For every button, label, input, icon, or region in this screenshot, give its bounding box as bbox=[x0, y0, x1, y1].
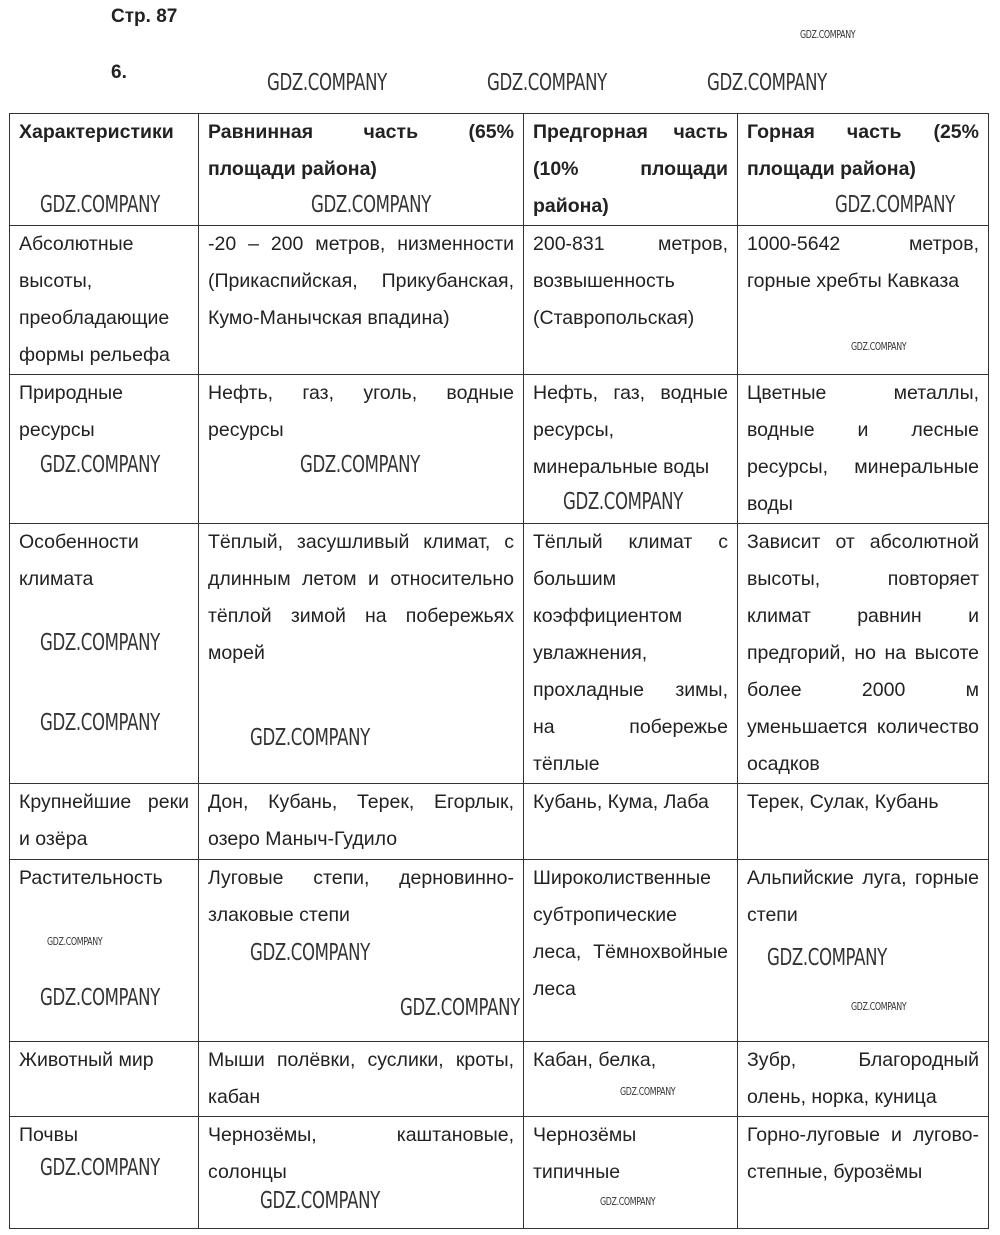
table-cell: Тёплый, засушливый климат, с длинным летом и относительно тёплой зимой на побережьях морей bbox=[199, 524, 524, 784]
table-row bbox=[10, 860, 989, 1042]
row-label: Почвы bbox=[10, 1117, 199, 1229]
table-cell: Широколиственные субтропические леса, Тёмнохвойные леса bbox=[524, 860, 738, 1042]
table-cell: Зубр, Благородный олень, норка, куница bbox=[738, 1042, 989, 1117]
watermark: GDZ.COMPANY bbox=[767, 945, 887, 971]
watermark: GDZ.COMPANY bbox=[40, 710, 160, 736]
row-label: Природные ресурсы bbox=[10, 375, 199, 524]
table-cell: Чернозёмы, каштановые, солонцы bbox=[199, 1117, 524, 1229]
table-cell: Кабан, белка, bbox=[524, 1042, 738, 1117]
watermark: GDZ.COMPANY bbox=[40, 985, 160, 1011]
table-cell: Тёплый климат с большим коэффициентом увлажнения, прохладные зимы, на побережье тёплые bbox=[524, 524, 738, 784]
watermark: GDZ.COMPANY bbox=[563, 489, 683, 515]
watermark: GDZ.COMPANY bbox=[267, 70, 387, 96]
table-cell: Кубань, Кума, Лаба bbox=[524, 784, 738, 860]
table-cell: Терек, Сулак, Кубань bbox=[738, 784, 989, 860]
table-cell: -20 – 200 метров, низменности (Прикаспийская, Прикубанская, Кумо-Манычская впадина) bbox=[199, 226, 524, 375]
table-cell: Дон, Кубань, Терек, Егорлык, озеро Маныч-Гудило bbox=[199, 784, 524, 860]
table-cell: Горно-луговые и лугово-степные, бурозёмы bbox=[738, 1117, 989, 1229]
watermark: GDZ.COMPANY bbox=[311, 192, 431, 218]
table-row bbox=[10, 226, 989, 375]
watermark: GDZ.COMPANY bbox=[47, 935, 103, 948]
task-number: 6. bbox=[111, 62, 127, 83]
table-row bbox=[10, 784, 989, 860]
row-label: Абсолютные высоты, преобладающие формы рельефа bbox=[10, 226, 199, 375]
watermark: GDZ.COMPANY bbox=[487, 70, 607, 96]
table-header-row bbox=[10, 114, 989, 226]
table-row bbox=[10, 375, 989, 524]
geography-table bbox=[9, 113, 989, 1229]
table-cell: Нефть, газ, уголь, водные ресурсы bbox=[199, 375, 524, 524]
watermark: GDZ.COMPANY bbox=[620, 1085, 676, 1098]
watermark: GDZ.COMPANY bbox=[600, 1195, 656, 1208]
watermark: GDZ.COMPANY bbox=[835, 192, 955, 218]
table-cell: Нефть, газ, водные ресурсы, минеральные воды bbox=[524, 375, 738, 524]
table-cell: Цветные металлы, водные и лесные ресурсы, минеральные воды bbox=[738, 375, 989, 524]
watermark: GDZ.COMPANY bbox=[851, 1000, 907, 1013]
page-label: Стр. 87 bbox=[111, 6, 178, 27]
header-cell: Равнинная часть (65% площади района) bbox=[199, 114, 524, 226]
watermark: GDZ.COMPANY bbox=[800, 28, 856, 41]
watermark: GDZ.COMPANY bbox=[40, 630, 160, 656]
table-cell: Зависит от абсолютной высоты, повторяет климат равнин и предгорий, но на высоте более 2000 м уменьшается количество осадков bbox=[738, 524, 989, 784]
watermark: GDZ.COMPANY bbox=[250, 725, 370, 751]
watermark: GDZ.COMPANY bbox=[851, 340, 907, 353]
watermark: GDZ.COMPANY bbox=[40, 192, 160, 218]
table-cell: Луговые степи, дерновинно-злаковые степи bbox=[199, 860, 524, 1042]
row-label: Крупнейшие реки и озёра bbox=[10, 784, 199, 860]
row-label: Растительность bbox=[10, 860, 199, 1042]
watermark: GDZ.COMPANY bbox=[250, 940, 370, 966]
header-cell: Предгорная часть (10% площади района) bbox=[524, 114, 738, 226]
table-row bbox=[10, 1042, 989, 1117]
table-cell: 200-831 метров, возвышенность (Ставропольская) bbox=[524, 226, 738, 375]
row-label: Животный мир bbox=[10, 1042, 199, 1117]
table-row bbox=[10, 524, 989, 784]
table-cell: Альпийские луга, горные степи bbox=[738, 860, 989, 1042]
watermark: GDZ.COMPANY bbox=[40, 452, 160, 478]
watermark: GDZ.COMPANY bbox=[260, 1188, 380, 1214]
table-row bbox=[10, 1117, 989, 1229]
header-cell: Горная часть (25% площади района) bbox=[738, 114, 989, 226]
row-label: Особенности климата bbox=[10, 524, 199, 784]
table-cell: Мыши полёвки, суслики, кроты, кабан bbox=[199, 1042, 524, 1117]
table-cell: Чернозёмы типичные bbox=[524, 1117, 738, 1229]
watermark: GDZ.COMPANY bbox=[707, 70, 827, 96]
watermark: GDZ.COMPANY bbox=[400, 995, 520, 1021]
table-cell: 1000-5642 метров, горные хребты Кавказа bbox=[738, 226, 989, 375]
watermark: GDZ.COMPANY bbox=[300, 452, 420, 478]
header-cell: Характеристики bbox=[10, 114, 199, 226]
watermark: GDZ.COMPANY bbox=[40, 1155, 160, 1181]
